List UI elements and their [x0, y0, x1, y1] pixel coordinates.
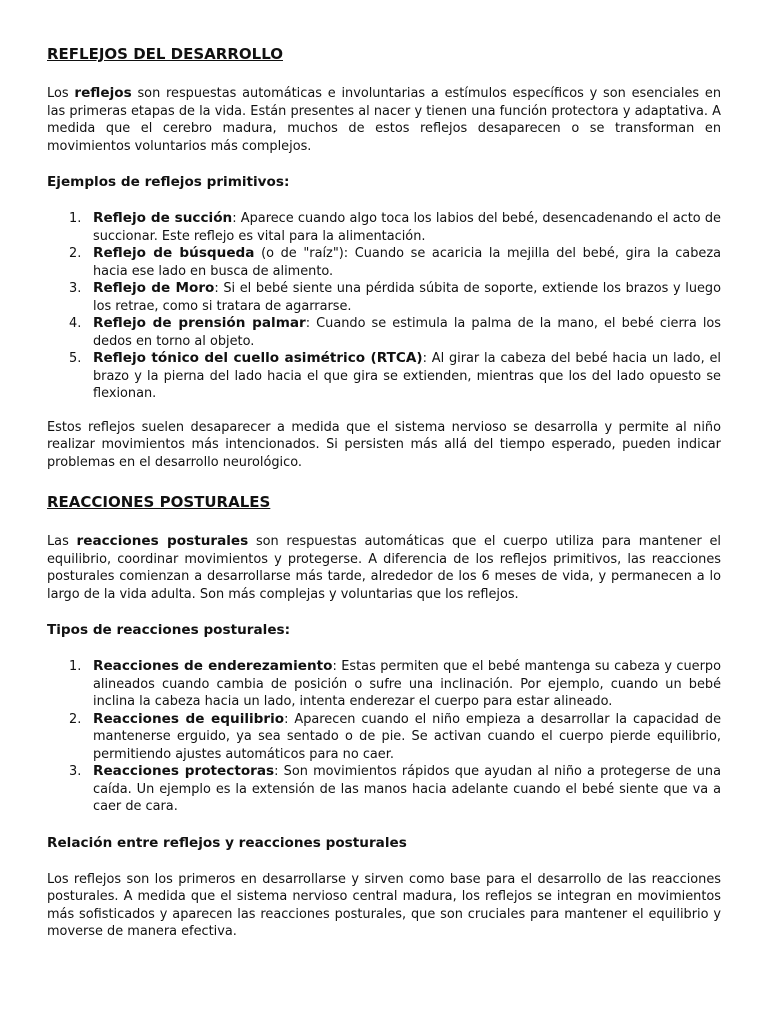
item-title: Reflejo tónico del cuello asimétrico (RTCA)	[93, 350, 423, 366]
item-text: : Si el bebé siente una pérdida súbita de soporte, extiende los brazos y luego los retrae, como si tratara de agarrarse.	[93, 281, 721, 314]
list-item	[47, 210, 721, 245]
intro-bold-term: reacciones posturales	[76, 533, 249, 549]
intro-pre-text: Los	[47, 86, 75, 101]
item-title: Reflejo de prensión palmar	[93, 315, 306, 331]
list-number: 5.	[69, 351, 82, 366]
list-number: 2.	[69, 246, 82, 261]
item-title: Reacciones de equilibrio	[93, 710, 285, 727]
item-title: Reflejo de búsqueda	[93, 245, 255, 261]
relacion-body: Los reflejos son los primeros en desarrollarse y sirven como base para el desarrollo de las reacciones posturales. A medida que el sistema nervioso central madura, los reflejos se integran en movimientos más sofisticados y aparecen las reacciones posturales, que son cruciales para mantener el equilibrio y moverse de manera efectiva.	[47, 871, 721, 939]
section-title-reflejos: REFLEJOS DEL DESARROLLO	[47, 45, 283, 63]
item-text: (o de "raíz"): Cuando se acaricia la mejilla del bebé, gira la cabeza hacia ese lado en busca de alimento.	[93, 246, 721, 279]
item-title: Reflejo de Moro	[93, 280, 215, 296]
list-item	[47, 350, 721, 403]
subheading-tipos: Tipos de reacciones posturales:	[47, 622, 291, 638]
reflejos-intro	[47, 85, 721, 155]
subheading-ejemplos: Ejemplos de reflejos primitivos:	[47, 174, 290, 190]
intro-pre-text: Las	[47, 534, 77, 549]
item-text: : Cuando se estimula la palma de la mano, el bebé cierra los dedos en torno al objeto.	[93, 316, 721, 349]
item-text: : Al girar la cabeza del bebé hacia un lado, el brazo y la pierna del lado hacia el que gira se extienden, mientras que los del lado opuesto se flexionan.	[93, 351, 721, 401]
list-item	[47, 280, 721, 315]
list-number: 3.	[69, 764, 82, 779]
list-item	[47, 763, 721, 816]
intro-post-text: son respuestas automáticas e involuntarias a estímulos específicos y son esenciales en las primeras etapas de la vida. Están presentes al nacer y tienen una función protectora y adaptativa. A medida que el cerebro madura, muchos de estos reflejos desaparecen o se transforman en movimientos voluntarios más complejos.	[47, 86, 722, 154]
list-item	[47, 711, 721, 764]
list-number: 4.	[69, 316, 82, 331]
item-text: : Aparecen cuando el niño empieza a desarrollar la capacidad de mantenerse erguido, ya sea sentado o de pie. Se activan cuando el cuerpo pierde equilibrio, permitiendo ajustes automáticos para no caer.	[93, 711, 722, 762]
list-number: 1.	[69, 659, 82, 674]
reflejos-list	[47, 210, 721, 403]
reacciones-list	[47, 658, 721, 816]
reflejos-closing: Estos reflejos suelen desaparecer a medida que el sistema nervioso se desarrolla y permite al niño realizar movimientos más intencionados. Si persisten más allá del tiempo esperado, pueden indicar problemas en el desarrollo neurológico.	[47, 419, 721, 470]
list-number: 1.	[69, 211, 82, 226]
item-text: : Estas permiten que el bebé mantenga su cabeza y cuerpo alineados cuando cambia de posición o sufre una inclinación. Por ejemplo, cuando un bebé inclina la cabeza hacia un lado, intenta enderezar el cuerpo para estar alineado.	[93, 659, 721, 709]
intro-bold-term: reflejos	[74, 85, 132, 101]
section-title-reacciones: REACCIONES POSTURALES	[47, 493, 271, 511]
item-title: Reacciones de enderezamiento	[93, 658, 333, 674]
subheading-relacion: Relación entre reflejos y reacciones posturales	[47, 834, 407, 851]
list-number: 2.	[69, 711, 82, 727]
list-number: 3.	[69, 281, 82, 296]
item-text: : Aparece cuando algo toca los labios del bebé, desencadenando el acto de succionar. Este reflejo es vital para la alimentación.	[93, 211, 721, 244]
item-text: : Son movimientos rápidos que ayudan al niño a protegerse de una caída. Un ejemplo es la extensión de las manos hacia adelante cuando el bebé siente que va a caer de cara.	[93, 764, 722, 814]
list-item	[47, 315, 721, 350]
list-item	[47, 658, 721, 711]
list-item	[47, 245, 721, 280]
intro-post-text: son respuestas automáticas que el cuerpo utiliza para mantener el equilibrio, coordinar movimientos y protegerse. A diferencia de los reflejos primitivos, las reacciones posturales comienzan a desarrollarse más tarde, alrededor de los 6 meses de vida, y permanecen a lo largo de la vida adulta. Son más complejas y voluntarias que los reflejos.	[47, 534, 721, 602]
item-title: Reflejo de succión	[93, 210, 233, 226]
item-title: Reacciones protectoras	[93, 763, 275, 779]
reacciones-intro	[47, 533, 721, 603]
